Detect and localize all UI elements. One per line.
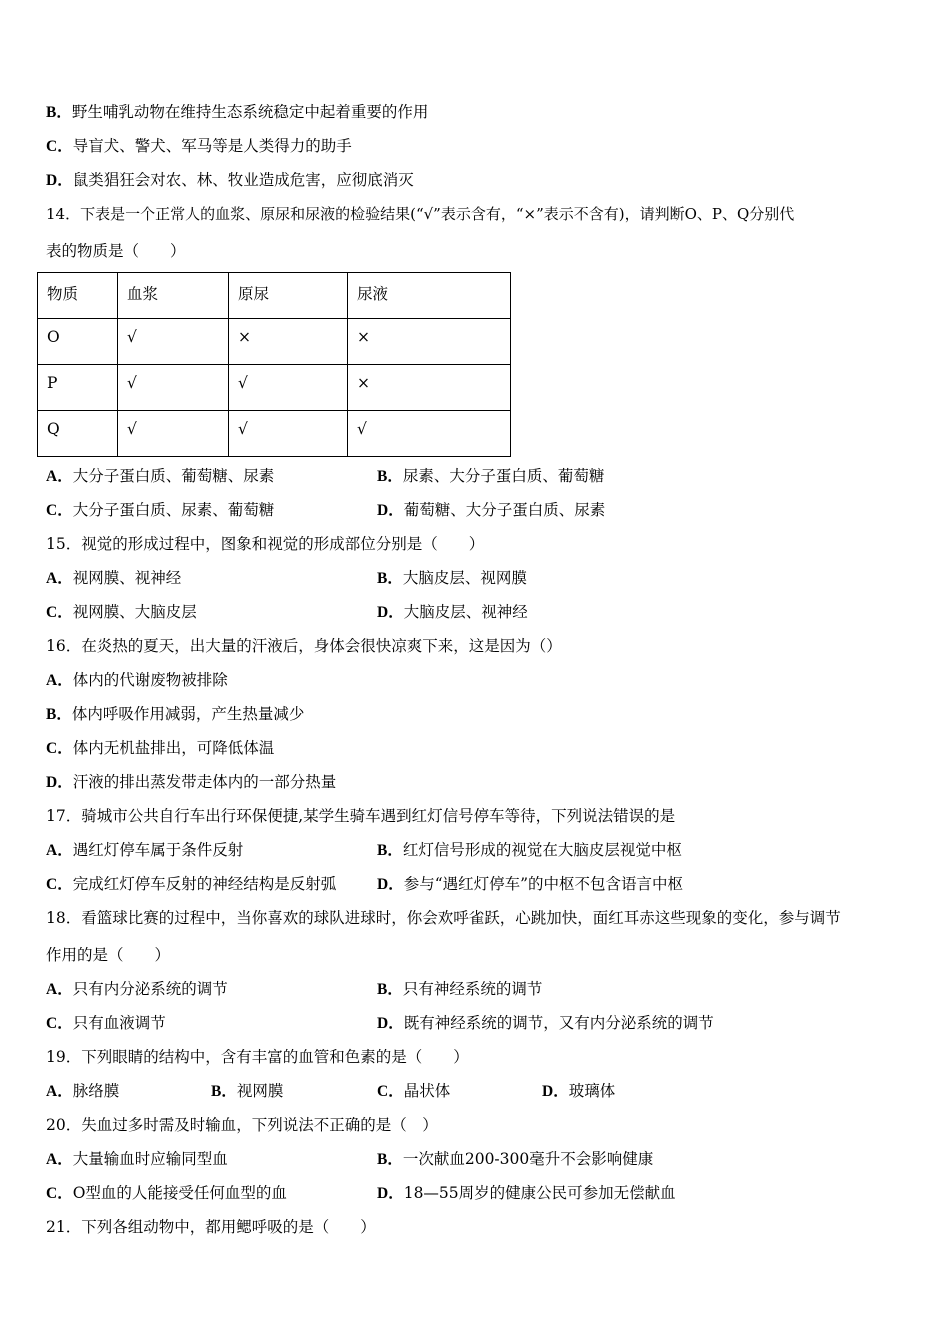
table-header-row — [38, 273, 511, 319]
option-letter: D． — [377, 1015, 404, 1032]
option-text: 玻璃体 — [568, 1082, 616, 1100]
q13-option-d — [46, 170, 414, 190]
option-text: 大分子蛋白质、尿素、葡萄糖 — [72, 501, 275, 519]
option-letter: C． — [46, 1015, 73, 1032]
option-letter: C． — [46, 502, 73, 519]
option-text: 脉络膜 — [72, 1082, 120, 1100]
option-text: 18—55周岁的健康公民可参加无偿献血 — [403, 1184, 676, 1202]
option-text: 既有神经系统的调节，又有内分泌系统的调节 — [403, 1014, 714, 1032]
q18-option-d — [377, 1013, 714, 1033]
option-letter: D． — [377, 876, 404, 893]
table-cell: P — [38, 365, 118, 411]
q20-option-c — [46, 1183, 287, 1203]
q20-option-b — [377, 1149, 653, 1169]
option-text: 葡萄糖、大分子蛋白质、尿素 — [403, 501, 606, 519]
q18-option-b — [377, 979, 542, 999]
q14-option-d — [377, 500, 605, 520]
table-cell: √ — [118, 411, 229, 457]
q20-option-a — [46, 1149, 228, 1169]
q16-option-d — [46, 772, 336, 792]
q15-option-c — [46, 602, 197, 622]
q17-option-a — [46, 840, 243, 860]
option-text: 视网膜、大脑皮层 — [72, 603, 197, 621]
q18-stem-line2: 作用的是（ ） — [46, 946, 171, 964]
option-letter: B． — [377, 842, 403, 859]
q15-option-b — [377, 568, 527, 588]
q19-option-c — [377, 1081, 450, 1101]
q19-option-a — [46, 1081, 119, 1101]
option-letter: C． — [46, 1185, 73, 1202]
option-letter: A． — [46, 981, 73, 998]
option-letter: B． — [377, 1151, 403, 1168]
option-letter: B． — [377, 468, 403, 485]
table-cell: √ — [229, 365, 348, 411]
q17-stem: 17．骑城市公共自行车出行环保便捷,某学生骑车遇到红灯信号停车等待，下列说法错误的是 — [46, 807, 676, 825]
q14-option-a — [46, 466, 274, 486]
q13-option-c — [46, 136, 352, 156]
table-header-cell: 尿液 — [348, 273, 511, 319]
q19-stem: 19．下列眼睛的结构中，含有丰富的血管和色素的是（ ） — [46, 1048, 469, 1066]
option-letter: D． — [377, 502, 404, 519]
q16-stem: 16．在炎热的夏天，出大量的汗液后，身体会很快凉爽下来，这是因为（） — [46, 637, 562, 655]
option-letter: C． — [46, 604, 73, 621]
option-letter: C． — [377, 1083, 404, 1100]
option-letter: A． — [46, 1083, 73, 1100]
q14-option-b — [377, 466, 604, 486]
q16-option-b — [46, 704, 304, 724]
option-text: 只有神经系统的调节 — [402, 980, 543, 998]
option-text: 体内的代谢废物被排除 — [72, 671, 228, 689]
q16-option-a — [46, 670, 228, 690]
table-cell: √ — [229, 411, 348, 457]
table-header-cell: 原尿 — [229, 273, 348, 319]
table-cell: × — [348, 365, 511, 411]
q14-stem-line2: 表的物质是（ ） — [46, 242, 186, 260]
option-letter: A． — [46, 672, 73, 689]
q19-option-d — [542, 1081, 615, 1101]
option-letter: B． — [46, 104, 72, 121]
option-text: 晶状体 — [403, 1082, 451, 1100]
table-cell: √ — [118, 365, 229, 411]
table-cell: × — [348, 319, 511, 365]
option-text: 视网膜 — [236, 1082, 284, 1100]
table-cell: × — [229, 319, 348, 365]
q13-option-b — [46, 102, 428, 122]
option-letter: A． — [46, 842, 73, 859]
option-text: 完成红灯停车反射的神经结构是反射弧 — [72, 875, 337, 893]
option-letter: D． — [46, 774, 73, 791]
option-text: O型血的人能接受任何血型的血 — [72, 1184, 287, 1202]
table-header-cell: 物质 — [38, 273, 118, 319]
option-text: 遇红灯停车属于条件反射 — [72, 841, 244, 859]
q14-stem-line1: 14．下表是一个正常人的血浆、原尿和尿液的检验结果(“√”表示含有，“×”表示不含有)，请判断O、P、Q分别代 — [46, 205, 795, 223]
option-letter: A． — [46, 1151, 73, 1168]
q18-stem-line1: 18．看篮球比赛的过程中，当你喜欢的球队进球时，你会欢呼雀跃，心跳加快，面红耳赤这些现象的变化，参与调节 — [46, 909, 841, 927]
option-text: 红灯信号形成的视觉在大脑皮层视觉中枢 — [402, 841, 682, 859]
q17-option-d — [377, 874, 683, 894]
option-text: 体内无机盐排出，可降低体温 — [72, 739, 275, 757]
table-cell: √ — [348, 411, 511, 457]
option-letter: D． — [377, 1185, 404, 1202]
option-letter: C． — [46, 876, 73, 893]
q17-option-b — [377, 840, 682, 860]
table-cell: √ — [118, 319, 229, 365]
option-letter: A． — [46, 468, 73, 485]
option-letter: C． — [46, 138, 73, 155]
q21-stem: 21．下列各组动物中，都用鳃呼吸的是（ ） — [46, 1218, 376, 1236]
option-text: 尿素、大分子蛋白质、葡萄糖 — [402, 467, 605, 485]
q14-option-c — [46, 500, 274, 520]
q20-option-d — [377, 1183, 676, 1203]
table-row — [38, 365, 511, 411]
q15-stem: 15．视觉的形成过程中，图象和视觉的形成部位分别是（ ） — [46, 535, 485, 553]
option-text: 只有血液调节 — [72, 1014, 166, 1032]
option-letter: D． — [377, 604, 404, 621]
q20-stem: 20．失血过多时需及时输血，下列说法不正确的是（ ） — [46, 1116, 438, 1134]
option-text: 只有内分泌系统的调节 — [72, 980, 228, 998]
option-text: 大脑皮层、视网膜 — [402, 569, 527, 587]
option-text: 野生哺乳动物在维持生态系统稳定中起着重要的作用 — [71, 103, 429, 121]
option-letter: B． — [377, 981, 403, 998]
q17-option-c — [46, 874, 336, 894]
q19-option-b — [211, 1081, 283, 1101]
option-text: 鼠类猖狂会对农、林、牧业造成危害，应彻底消灭 — [72, 171, 414, 189]
option-letter: B． — [46, 706, 72, 723]
q15-option-d — [377, 602, 528, 622]
option-text: 汗液的排出蒸发带走体内的一部分热量 — [72, 773, 337, 791]
table-row — [38, 411, 511, 457]
option-letter: C． — [46, 740, 73, 757]
option-text: 视网膜、视神经 — [72, 569, 182, 587]
option-text: 参与“遇红灯停车”的中枢不包含语言中枢 — [403, 875, 684, 893]
q15-option-a — [46, 568, 181, 588]
option-text: 一次献血200-300毫升不会影响健康 — [402, 1150, 654, 1168]
q16-option-c — [46, 738, 274, 758]
option-text: 导盲犬、警犬、军马等是人类得力的助手 — [72, 137, 352, 155]
option-text: 体内呼吸作用减弱，产生热量减少 — [71, 705, 305, 723]
table-row — [38, 319, 511, 365]
option-letter: B． — [377, 570, 403, 587]
option-letter: A． — [46, 570, 73, 587]
option-letter: D． — [46, 172, 73, 189]
q14-table — [37, 272, 511, 457]
table-cell: Q — [38, 411, 118, 457]
option-text: 大脑皮层、视神经 — [403, 603, 528, 621]
q18-option-c — [46, 1013, 166, 1033]
table-cell: O — [38, 319, 118, 365]
option-text: 大量输血时应输同型血 — [72, 1150, 228, 1168]
table-header-cell: 血浆 — [118, 273, 229, 319]
option-letter: B． — [211, 1083, 237, 1100]
option-text: 大分子蛋白质、葡萄糖、尿素 — [72, 467, 275, 485]
option-letter: D． — [542, 1083, 569, 1100]
q18-option-a — [46, 979, 228, 999]
